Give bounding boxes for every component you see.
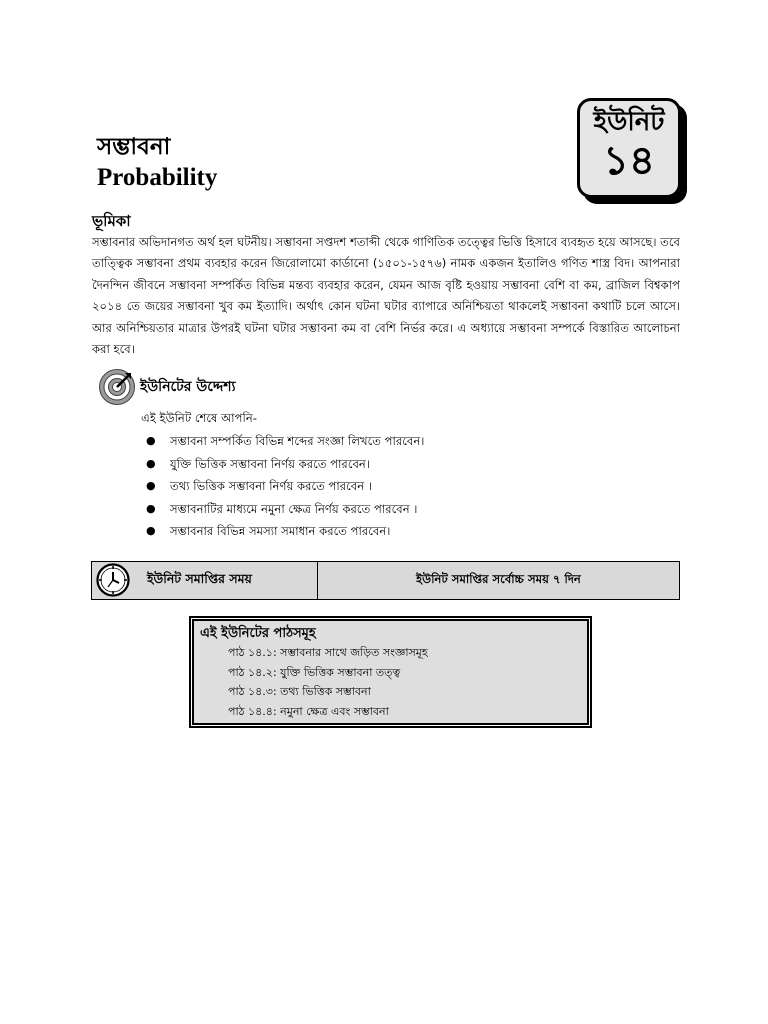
- lessons-list: [228, 643, 428, 721]
- objective-item: ● সম্ভাবনার বিভিন্ন সমস্যা সমাধান করতে পারবেন।: [146, 520, 424, 543]
- page-title-bengali: সম্ভাবনা: [97, 134, 171, 160]
- unit-badge-number: ১৪: [603, 138, 655, 184]
- unit-badge-label: ইউনিট: [593, 107, 665, 137]
- completion-time-label: ইউনিট সমাপ্তির সময়: [147, 571, 252, 586]
- lessons-heading: এই ইউনিটের পাঠসমূহ: [200, 626, 316, 641]
- objective-item: ● যুক্তি ভিত্তিক সম্ভাবনা নির্ণয় করতে পারবেন।: [146, 453, 424, 476]
- lessons-box: [192, 619, 589, 725]
- objectives-list: [146, 430, 424, 543]
- page-title-english: Probability: [97, 164, 218, 191]
- completion-time-label-cell: [92, 562, 318, 599]
- introduction-body: সম্ভাবনার অভিদানগত অর্থ হল ঘটনীয়। সম্ভাবনা সপ্তদশ শতাব্দী থেকে গাণিতিক তত্ত্বের ভিত্তি হিসাবে ব্যবহৃত হয়ে আসছে। তবে তাত্ত্বিক সম্ভাবনা প্রথম ব্যবহার করেন জিরোলামো কার্ডানো (১৫০১-১৫৭৬) নামক একজন ইতালিও গণিত শাস্ত্র বিদ। আপনারা দৈনন্দিন জীবনে সম্ভাবনা সম্পর্কিত বিভিন্ন মন্তব্য ব্যবহার করেন, যেমন আজ বৃষ্টি হওয়ায় সম্ভাবনা বেশি বা কম, ব্রাজিল বিশ্বকাপ ২০১৪ তে জয়ের সম্ভাবনা খুব কম ইত্যাদি। অর্থাৎ কোন ঘটনা ঘটার ব্যাপারে অনিশ্চিয়তা থাকলেই সম্ভাবনা কথাটি চলে আসে। আর অনিশ্চিয়তার মাত্রার উপরই ঘটনা ঘটার সম্ভাবনা কম বা বেশি নির্ভর করে। এ অধ্যায়ে সম্ভাবনা সম্পর্কে বিস্তারিত আলোচনা করা হবে।: [92, 235, 680, 357]
- lesson-item: পাঠ ১৪.১: সম্ভাবনার সাথে জড়িত সংজ্ঞাসমূহ: [228, 646, 428, 659]
- completion-time-value: ইউনিট সমাপ্তির সর্বোচ্চ সময় ৭ দিন: [416, 572, 581, 586]
- lesson-item: পাঠ ১৪.৩: তথ্য ভিত্তিক সম্ভাবনা: [228, 685, 371, 698]
- objective-item: ● সম্ভাবনাটির মাধ্যমে নমুনা ক্ষেত্র নির্ণয় করতে পারবেন ।: [146, 498, 424, 521]
- objective-item: ● তথ্য ভিত্তিক সম্ভাবনা নির্ণয় করতে পারবেন ।: [146, 475, 424, 498]
- objectives-lead: এই ইউনিট শেষে আপনি-: [141, 411, 257, 425]
- lesson-item: পাঠ ১৪.২: যুক্তি ভিত্তিক সম্ভাবনা তত্ত্ব: [228, 665, 401, 679]
- lesson-item: পাঠ ১৪.৪: নমুনা ক্ষেত্র এবং সম্ভাবনা: [228, 704, 389, 718]
- introduction-heading: ভূমিকা: [92, 212, 131, 230]
- unit-badge: [577, 98, 681, 198]
- objectives-heading: ইউনিটের উদ্দেশ্য: [140, 379, 236, 395]
- completion-time-table: [91, 561, 680, 600]
- clock-icon: [96, 563, 130, 597]
- target-icon: [98, 368, 136, 406]
- objective-item: ● সম্ভাবনা সম্পর্কিত বিভিন্ন শব্দের সংজ্ঞা লিখতে পারবেন।: [146, 430, 424, 453]
